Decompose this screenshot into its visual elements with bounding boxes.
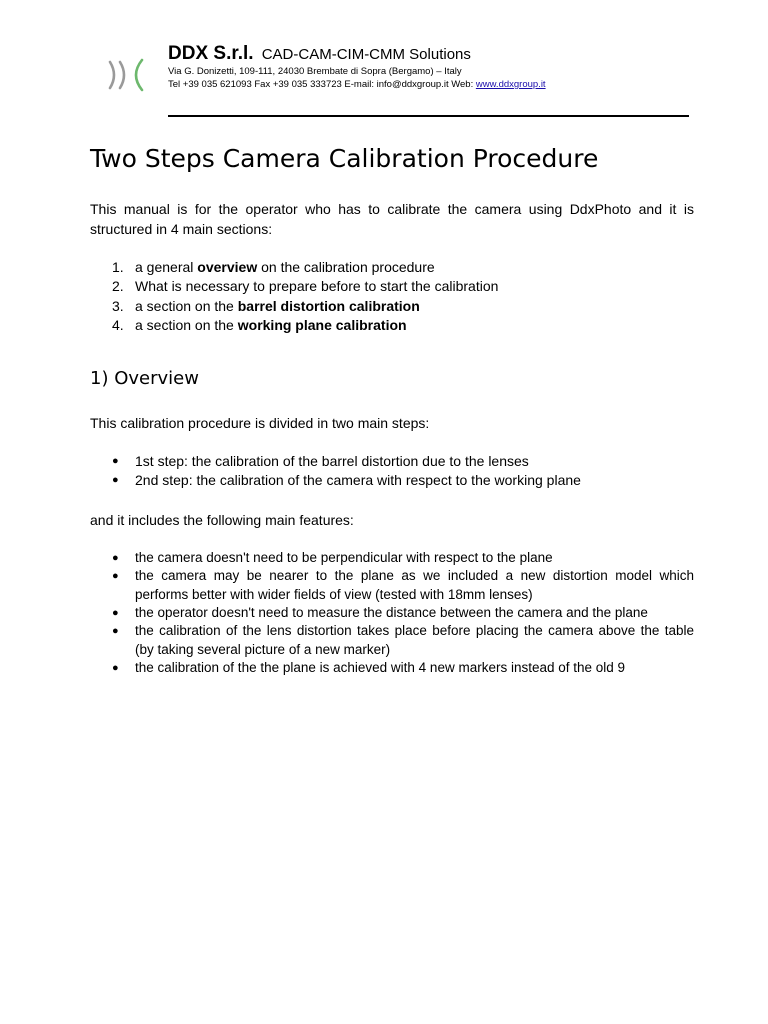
- company-contact: [168, 78, 546, 91]
- list-item: [90, 471, 694, 490]
- list-text: the calibration of the lens distortion takes place before placing the camera above the table (by taking several picture of a new marker): [135, 623, 694, 657]
- overview-paragraph: This calibration procedure is divided in two main steps:: [90, 415, 430, 432]
- company-line: [168, 44, 546, 65]
- list-text: on the calibration procedure: [257, 259, 435, 275]
- list-text: a section on the: [135, 316, 238, 333]
- list-text-bold: barrel distortion calibration: [237, 297, 420, 314]
- list-number: 1.: [112, 259, 124, 275]
- features-list: [90, 549, 694, 678]
- bullet-icon: ●: [112, 662, 119, 675]
- list-number: 2.: [112, 278, 124, 295]
- intro-paragraph: This manual is for the operator who has to calibrate the camera using DdxPhoto and it is structured in 4 main sections:: [90, 201, 694, 237]
- company-name: DDX S.r.l.: [168, 43, 254, 64]
- bullet-icon: ●: [112, 474, 119, 487]
- list-item: [90, 316, 694, 335]
- list-text: a general: [135, 259, 198, 275]
- list-text: a section on the: [135, 297, 238, 314]
- list-item: [90, 297, 694, 316]
- list-item: [90, 258, 694, 277]
- bullet-icon: ●: [112, 625, 119, 638]
- section-heading-overview: 1) Overview: [90, 368, 199, 390]
- bullet-icon: ●: [112, 570, 119, 583]
- list-item: [90, 452, 694, 471]
- company-tagline: CAD-CAM-CIM-CMM Solutions: [261, 46, 471, 63]
- letterhead: [168, 44, 546, 91]
- list-item: [90, 567, 694, 604]
- document-body: [90, 141, 694, 678]
- list-number: 3.: [112, 297, 124, 314]
- list-item: [90, 659, 694, 677]
- ddx-logo-icon: [96, 42, 158, 108]
- sections-list: [90, 258, 694, 335]
- list-text: the camera may be nearer to the plane as we included a new distortion model which performs better with wider fields of view (tested with 18mm lenses): [135, 568, 694, 602]
- bullet-icon: ●: [112, 551, 119, 564]
- list-text-bold: working plane calibration: [237, 316, 407, 333]
- bullet-icon: ●: [112, 607, 119, 619]
- list-text: the operator doesn't need to measure the distance between the camera and the plane: [135, 605, 648, 620]
- list-text-bold: overview: [197, 259, 258, 275]
- list-text: What is necessary to prepare before to start the calibration: [135, 278, 499, 295]
- list-text: the camera doesn't need to be perpendicular with respect to the plane: [135, 549, 553, 565]
- website-link[interactable]: www.ddxgroup.it: [475, 79, 546, 90]
- list-text: 2nd step: the calibration of the camera with respect to the working plane: [135, 472, 581, 489]
- list-text: 1st step: the calibration of the barrel distortion due to the lenses: [135, 453, 529, 470]
- bullet-icon: ●: [112, 455, 119, 468]
- list-item: [90, 604, 694, 622]
- list-item: [90, 549, 694, 567]
- header-divider: [168, 115, 689, 117]
- company-address: Via G. Donizetti, 109-111, 24030 Brembate di Sopra (Bergamo) – Italy: [168, 66, 462, 77]
- list-number: 4.: [112, 316, 124, 333]
- list-item: [90, 622, 694, 659]
- list-item: [90, 277, 694, 296]
- steps-list: [90, 452, 694, 491]
- contact-details: Tel +39 035 621093 Fax +39 035 333723 E-mail: info@ddxgroup.it Web:: [168, 79, 476, 90]
- features-intro: and it includes the following main features:: [90, 511, 354, 528]
- list-text: the calibration of the the plane is achieved with 4 new markers instead of the old 9: [135, 660, 626, 676]
- document-title: Two Steps Camera Calibration Procedure: [90, 144, 599, 173]
